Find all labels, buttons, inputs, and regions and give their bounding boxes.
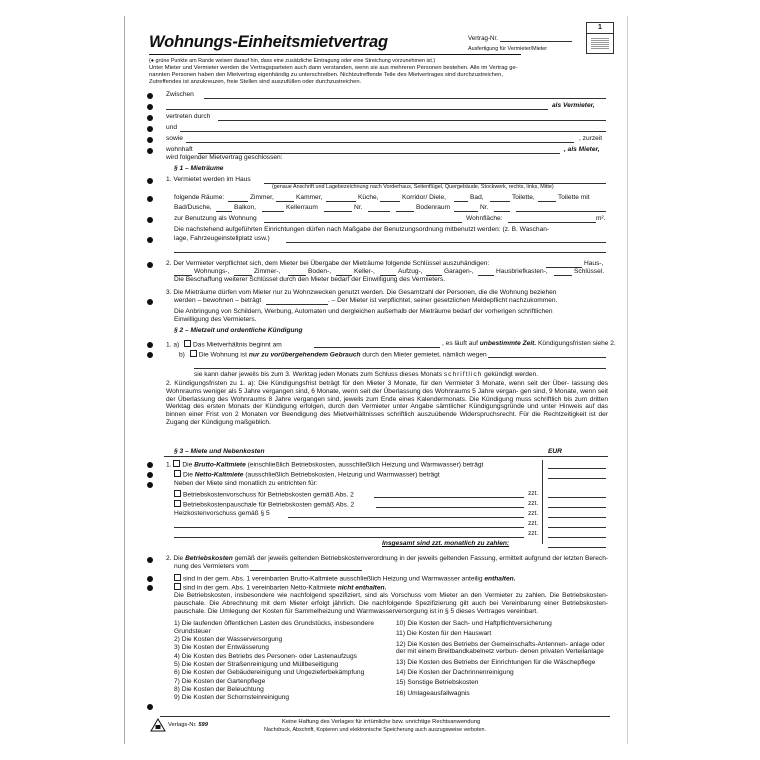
vermieter-field[interactable] bbox=[166, 109, 548, 110]
toilette-mit-count[interactable] bbox=[538, 201, 556, 202]
wohnungs-key-label: Wohnungs-, bbox=[194, 268, 230, 275]
brutto-checkbox[interactable] bbox=[173, 460, 180, 467]
korridor-count[interactable] bbox=[380, 201, 400, 202]
betriebskosten-label: Betriebskosten bbox=[185, 555, 233, 562]
zimmer-label: Zimmer, bbox=[250, 194, 274, 201]
marker-dot bbox=[147, 462, 153, 468]
netto-nicht-row bbox=[174, 583, 386, 592]
kellerraum-count[interactable] bbox=[262, 211, 284, 212]
mieter1-field[interactable] bbox=[180, 131, 606, 132]
bewohnen-label: werden – bewohnen – beträgt bbox=[174, 297, 262, 304]
bk-row bbox=[166, 555, 608, 563]
bodenraum-nr-field[interactable] bbox=[494, 211, 510, 212]
kammer-count[interactable] bbox=[276, 201, 294, 202]
s1-item3: 3. Die Mieträume dürfen vom Mieter nur zu Wohnzwecken genutzt werden. Die Gesamtzahl der Personen, die die Wohnung beziehen bbox=[166, 289, 557, 296]
s3-divider bbox=[164, 456, 608, 457]
s2-b-text1: Die Wohnung ist bbox=[198, 351, 247, 359]
marker-dot bbox=[147, 342, 153, 348]
zimmer-count[interactable] bbox=[228, 201, 248, 202]
bk-list-item: 14) Die Kosten der Dachrinnenreinigung bbox=[396, 668, 514, 676]
s2-b-text2: durch den Mieter gemietet, nämlich wegen bbox=[362, 351, 487, 359]
bk-list-item: 13) Die Kosten des Betriebs der Einrichtungen für die Wäschepflege bbox=[396, 658, 596, 666]
s2-a-rest bbox=[442, 340, 616, 348]
wohnflaeche-field[interactable] bbox=[508, 222, 596, 223]
s2-a-suffix: , es läuft auf bbox=[442, 340, 478, 347]
brutto-label: Die bbox=[182, 461, 193, 469]
enthalten-text: enthalten. bbox=[484, 575, 516, 583]
extra-room-field[interactable] bbox=[516, 211, 606, 212]
vorubergehend-checkbox[interactable] bbox=[190, 350, 197, 357]
wohnhaft-label: wohnhaft bbox=[166, 146, 193, 153]
pauschale-label: Betriebskostenpauschale für Betriebskosten gemäß Abs. 2 bbox=[183, 501, 355, 509]
marker-dot bbox=[147, 262, 153, 268]
brutto-amount[interactable] bbox=[548, 468, 606, 469]
vertrag-nr-label: Vertrag-Nr. bbox=[468, 35, 498, 42]
grund-field[interactable] bbox=[488, 357, 606, 358]
marker-dot bbox=[147, 557, 153, 563]
unbestimmte-zeit: unbestimmte Zeit. bbox=[479, 340, 537, 347]
brutto-row bbox=[166, 460, 483, 469]
s2-b-prefix: b) bbox=[179, 351, 185, 359]
betriebskosten-paragraph: Die Betriebskosten, insbesondere wie nachfolgend spezifiziert, sind als Vorschuss vom Mieter an den Vermieter zu zahlen. Die Betriebskosten- pauschale. Die Abrechnung mit dem Mieter erfolgt jährlich. Die nachfolgende Spezifizierung gilt auch bei Vereinbarung einer Betriebskosten- pauschale. Die Umlegung der Kosten für Sammelheizung und Warmwasserversorgung ist in § 5 dieses Vertrages vereinbart. bbox=[174, 592, 608, 615]
boden-key-label: Boden-, bbox=[308, 268, 332, 275]
bk-list-item: 4) Die Kosten des Betriebs des Personen- oder Lastenaufzugs bbox=[174, 652, 357, 660]
marker-dot bbox=[147, 482, 153, 488]
bk-list-item: 10) Die Kosten der Sach- und Haftpflichtversicherung bbox=[396, 620, 552, 627]
footer-rule bbox=[160, 716, 610, 717]
zzt-2: zzt. bbox=[528, 500, 539, 507]
page-number: 1 bbox=[587, 23, 613, 34]
netto-kaltmiete: Netto-Kaltmiete bbox=[194, 471, 244, 479]
bodenraum-field[interactable] bbox=[454, 211, 478, 212]
gekuendigt-text: gekündigt werden. bbox=[484, 371, 539, 378]
s1-item2: 2. Der Vermieter verpflichtet sich, dem Mieter bei Übergabe der Mieträume folgende Schlüssel auszuhändigen: bbox=[166, 260, 490, 267]
brutto-text: (einschließlich Betriebskosten, ausschließlich Heizung und Warmwasser) beträgt bbox=[247, 461, 484, 469]
bk-list-item: 3) Die Kosten der Entwässerung bbox=[174, 644, 269, 652]
marker-dot bbox=[147, 115, 153, 121]
verlag-number: 599 bbox=[198, 722, 208, 728]
vermieters-label: nung des Vermieters vom bbox=[174, 563, 249, 570]
heizkosten-leader bbox=[288, 517, 524, 518]
vorschuss-leader bbox=[374, 497, 524, 498]
hausbrief-key-count[interactable] bbox=[478, 275, 494, 276]
schilder-line-1: Die Anbringung von Schildern, Werbung, Automaten und dergleichen außerhalb der Mieträume bedarf der vorherigen schriftlichen bbox=[174, 308, 553, 315]
marker-dot bbox=[147, 217, 153, 223]
meldepflicht-text: . – Der Mieter ist verpflichtet, seiner gesetzlichen Meldepflicht nachzukommen. bbox=[328, 297, 558, 304]
zzt-3: zzt. bbox=[528, 510, 539, 517]
m2-label: m². bbox=[596, 215, 606, 222]
als-vermieter-label: als Vermieter, bbox=[552, 102, 595, 109]
netto-amount[interactable] bbox=[548, 478, 606, 479]
und-label: und bbox=[166, 124, 178, 131]
berechnung-date-field[interactable] bbox=[250, 570, 362, 571]
bad-label: Bad, bbox=[470, 194, 484, 201]
raeume-label: folgende Räume: bbox=[174, 194, 225, 201]
vorschuss-row bbox=[174, 490, 354, 499]
bodenraum-count[interactable] bbox=[396, 211, 414, 212]
sowie-label: sowie bbox=[166, 135, 183, 142]
schluessel-label: Schlüssel. bbox=[574, 268, 605, 275]
bk-prefix: 2. Die bbox=[166, 555, 184, 562]
heizkosten-amount[interactable] bbox=[548, 517, 606, 518]
intro-line-3: Zutreffendes ist anzukreuzen, freie Stellen sind auszufüllen oder durchzustreichen. bbox=[149, 79, 362, 85]
nachdruck-text: Nachdruck, Abschrift, Kopieren und elektronische Speicherung auch auszugsweise verboten. bbox=[264, 727, 487, 733]
marker-dot bbox=[147, 576, 153, 582]
insgesamt-label: Insgesamt sind zzt. monatlich zu zahlen: bbox=[382, 540, 510, 547]
s1-heading: § 1 – Mieträume bbox=[174, 165, 224, 172]
s2-a-end: Kündigungsfristen siehe 2. bbox=[538, 340, 616, 347]
brutto-enthalten-row bbox=[174, 574, 516, 583]
als-mieter-label: , als Mieter, bbox=[564, 146, 600, 153]
vorubergehend-text: nur zu vorübergehendem Gebrauch bbox=[248, 351, 361, 359]
kellerraum-field[interactable] bbox=[324, 211, 352, 212]
toilette-count[interactable] bbox=[490, 201, 510, 202]
s2-a-prefix: 1. a) bbox=[166, 341, 180, 349]
addr-note: (genaue Anschrift und Lagebezeichnung nach Vorderhaus, Seitenflügel, Quergebäude, Stockwerk, rechts, links, Mitte) bbox=[272, 184, 554, 190]
marker-dot bbox=[147, 178, 153, 184]
kellerraum-nr-label: Nr. bbox=[354, 204, 363, 211]
kueche-count[interactable] bbox=[326, 201, 356, 202]
brutto-enthalten-text: sind in der gem. Abs. 1 vereinbarten Brutto-Kaltmiete ausschließlich Heizung und Warmwasser anteilig bbox=[183, 575, 483, 583]
other-key-count[interactable] bbox=[554, 275, 572, 276]
nicht-enthalten-text: nicht enthalten. bbox=[337, 584, 387, 592]
mietbeginn-field[interactable] bbox=[314, 347, 440, 348]
bk-list-item: 1) Die laufenden öffentlichen Lasten des Grundstücks, insbesondere Grundsteuer bbox=[174, 620, 375, 635]
bk-text: gemäß der jeweils geltenden Betriebskostenverordnung in der jeweils geltenden Fassung, ermittelt aufgrund der letzten Berech- bbox=[234, 555, 609, 562]
kuendigung-row bbox=[194, 371, 538, 379]
beschaffung-text: Die Beschaffung weiterer Schlüssel durch den Mieter bedarf der Einwilligung des Vermieters. bbox=[174, 276, 446, 283]
aufzug-key-label: Aufzug-, bbox=[398, 268, 423, 275]
bk-list-item: 16) Umlageausfallwagnis bbox=[396, 689, 470, 697]
s2-b-row bbox=[179, 350, 487, 359]
bad-count[interactable] bbox=[454, 201, 468, 202]
kueche-label: Küche, bbox=[358, 194, 379, 201]
s2-a-text: Das Mietverhältnis beginnt am bbox=[193, 341, 282, 349]
intro-note: (● grüne Punkte am Rande weisen darauf hin, dass eine zusätzliche Eintragung oder eine Streichung vorzunehmen ist.) bbox=[149, 58, 436, 64]
verlag-row bbox=[168, 722, 208, 729]
pauschale-leader bbox=[376, 507, 524, 508]
netto-label: Die bbox=[183, 471, 193, 479]
wohnflaeche-label: Wohnfläche: bbox=[466, 215, 503, 222]
zurzeit-label: , zurzeit bbox=[579, 135, 603, 142]
bodenraum-label: Bodenraum bbox=[416, 204, 451, 211]
barcode-icon bbox=[591, 37, 609, 49]
zzt-5: zzt. bbox=[528, 530, 539, 537]
benutzung-label: zur Benutzung als Wohnung bbox=[174, 215, 257, 222]
extra-amount-2[interactable] bbox=[548, 537, 606, 538]
bad-dusche-label: Bad/Dusche, bbox=[174, 204, 212, 211]
zzt-4: zzt. bbox=[528, 520, 539, 527]
marker-dot bbox=[147, 93, 153, 99]
marker-dot bbox=[147, 472, 153, 478]
unbestimmt-checkbox[interactable] bbox=[184, 340, 191, 347]
heizkosten-label: Heizkostenvorschuss gemäß § 5 bbox=[174, 510, 270, 517]
marker-dot bbox=[147, 148, 153, 154]
intro-line-1: Unter Mieter und Vermieter werden die Vertragsparteien auch dann verstanden, wenn sie aus mehreren Personen bestehen. Alle im Vertrag ge- bbox=[149, 65, 518, 71]
bk-enthalten-checkbox[interactable] bbox=[174, 574, 181, 581]
brutto-prefix: 1. bbox=[166, 461, 172, 469]
title-rule bbox=[149, 54, 521, 55]
keller-key-label: Keller-, bbox=[354, 268, 375, 275]
bk-list-right bbox=[396, 620, 606, 697]
zzt-1: zzt. bbox=[528, 490, 539, 497]
marker-dot bbox=[147, 137, 153, 143]
bk-list-left bbox=[174, 620, 394, 702]
bk-list-item: 11) Die Kosten für den Hauswart bbox=[396, 630, 492, 638]
haus-key-label: Haus-, bbox=[584, 260, 604, 267]
bk-list-item: 2) Die Kosten der Wasserversorgung bbox=[174, 636, 283, 644]
marker-dot bbox=[147, 237, 153, 243]
brutto-kaltmiete: Brutto-Kaltmiete bbox=[194, 461, 246, 469]
kellerraum-label: Kellerraum bbox=[286, 204, 318, 211]
s2-heading: § 2 – Mietzeit und ordentliche Kündigung bbox=[174, 327, 303, 334]
haftung-text: Keine Haftung des Verlages für irrtümliche bzw. unrichtige Rechtsanwendung bbox=[282, 719, 481, 725]
marker-dot bbox=[147, 104, 153, 110]
pauschale-row bbox=[174, 500, 354, 509]
marker-dot bbox=[147, 299, 153, 305]
grund-field-2[interactable] bbox=[194, 368, 606, 369]
vertrag-nr-field[interactable] bbox=[500, 41, 572, 42]
geschlossen-text: wird folgender Mietvertrag geschlossen: bbox=[166, 154, 283, 161]
schilder-line-2: Einwilligung des Vermieters. bbox=[174, 316, 257, 323]
vertreten-label: vertreten durch bbox=[166, 113, 211, 120]
bk-list-item: 8) Die Kosten der Beleuchtung bbox=[174, 685, 264, 693]
extra-amount-1[interactable] bbox=[548, 527, 606, 528]
schriftlich-text: schriftlich bbox=[443, 371, 483, 378]
netto-checkbox[interactable] bbox=[174, 470, 181, 477]
pauschale-amount[interactable] bbox=[548, 507, 606, 508]
einrichtungen-line-1: Die nachstehend aufgeführten Einrichtungen dürfen nach Maßgabe der Benutzungsordnung mitbenutzt werden: (z. B. Waschan- bbox=[174, 226, 550, 233]
mieter2-field[interactable] bbox=[186, 142, 574, 143]
page-number-box bbox=[586, 22, 614, 54]
toilette-label: Toilette, bbox=[512, 194, 535, 201]
s3-heading: § 3 – Miete und Nebenkosten bbox=[174, 448, 265, 455]
vertreten-field[interactable] bbox=[218, 120, 606, 121]
kellerraum-nr-field[interactable] bbox=[368, 211, 390, 212]
eur-label: EUR bbox=[548, 448, 562, 455]
publisher-logo-icon bbox=[150, 718, 166, 732]
benutzung-field[interactable] bbox=[264, 222, 462, 223]
zimmer-key-label: Zimmer-, bbox=[254, 268, 281, 275]
einrichtungen-line-2: lage, Fahrzeugeinstellplatz usw.) bbox=[174, 235, 270, 242]
ausfertigung-label: Ausfertigung für Vermieter/Mieter bbox=[468, 46, 548, 52]
page-title: Wohnungs-Einheitsmietvertrag bbox=[149, 33, 388, 51]
verlag-label: Verlags-Nr. bbox=[168, 722, 197, 728]
pauschale-checkbox[interactable] bbox=[174, 500, 181, 507]
extra-cost-2[interactable] bbox=[174, 537, 524, 538]
balkon-count[interactable] bbox=[216, 211, 232, 212]
s1-item1: 1. Vermietet werden im Haus bbox=[166, 176, 251, 183]
einrichtungen-field-2[interactable] bbox=[174, 252, 606, 253]
balkon-label: Balkon, bbox=[234, 204, 256, 211]
bk-nicht-enthalten-checkbox[interactable] bbox=[174, 583, 181, 590]
toilette-mit-label: Toilette mit bbox=[558, 194, 590, 201]
netto-nicht-text: sind in der gem. Abs. 1 vereinbarten Netto-Kaltmiete bbox=[183, 584, 336, 592]
marker-dot bbox=[147, 196, 153, 202]
neben-text: Neben der Miete sind monatlich zu entrichten für: bbox=[174, 480, 318, 487]
garagen-key-label: Garagen-, bbox=[444, 268, 474, 275]
personen-field[interactable] bbox=[266, 304, 328, 305]
kuendigen-text: sie kann daher jeweils bis zum 3. Werktag jeden Monats zum Schluss dieses Monats bbox=[194, 371, 442, 378]
bk-list-item: 15) Sonstige Betriebskosten bbox=[396, 679, 479, 687]
marker-dot bbox=[147, 704, 153, 710]
form-sheet bbox=[124, 16, 628, 744]
marker-dot bbox=[147, 352, 153, 358]
kammer-label: Kammer, bbox=[296, 194, 323, 201]
eur-column bbox=[542, 460, 543, 544]
vorschuss-label: Betriebskostenvorschuss für Betriebskosten gemäß Abs. 2 bbox=[183, 491, 354, 499]
bk-list-item: 9) Die Kosten der Schornsteinreinigung bbox=[174, 694, 290, 702]
bk-list-item: 6) Die Kosten der Gebäudereinigung und Ungezieferbekämpfung bbox=[174, 669, 365, 677]
intro-line-2: nannten Personen haben den Mietvertrag eigenhändig zu unterschreiben. Nichtzutreffende Teile des Mietvertrages sind durchzustreichen, bbox=[149, 72, 503, 78]
zwischen-label: Zwischen bbox=[166, 91, 194, 98]
vorschuss-amount[interactable] bbox=[548, 497, 606, 498]
bodenraum-nr-label: Nr. bbox=[480, 204, 489, 211]
netto-row bbox=[174, 470, 440, 479]
bk-list-item: 7) Die Kosten der Gartenpflege bbox=[174, 677, 266, 685]
vorschuss-checkbox[interactable] bbox=[174, 490, 181, 497]
marker-dot bbox=[147, 585, 153, 591]
bk-list-item: 12) Die Kosten des Betriebs der Gemeinschafts-Antennen- anlage oder der mit einem Breitbandkabelnetz verbun- denen privaten Verteilanlage bbox=[396, 640, 605, 656]
marker-dot bbox=[147, 126, 153, 132]
extra-cost-1[interactable] bbox=[174, 527, 524, 528]
korridor-label: Korridor/ Diele, bbox=[402, 194, 446, 201]
bk-list-item: 5) Die Kosten der Straßenreinigung und Müllbeseitigung bbox=[174, 660, 339, 668]
kuendigungsfristen-text: 2. Kündigungsfristen zu 1. a): Die Kündigungsfrist beträgt für den Mieter 3 Monate, für den Vermieter 3 Monate, wenn seit der Über- lassung des Wohnraums weniger als 5 Jahre vergangen sind, 6 Monate, wenn seit der Überlassung des Wohnraums 5 Jahre vergan- gen sind, 9 Monate, wenn seit der Überlassung des Wohnraums 8 Jahre vergangen sind, jeweils zum Ende eines Kalendermonats. Die Kündigung muss schriftlich bis zum dritten Werktag des ersten Monats der Kündigung erfolgen, durch den Vermieter unter Angabe sämtlicher Kündigungsgründe und unter Hinweis auf das binnen einer Frist von 2 Monaten vor Beendigung des Mietverhältnisses schriftlich auszuübende Widerspruchsrecht. Für die Rechtzeitigkeit ist der Zugang der Kündigung maßgeblich. bbox=[166, 380, 608, 426]
einrichtungen-field[interactable] bbox=[286, 242, 606, 243]
s2-a-row bbox=[166, 340, 282, 349]
netto-text: (ausschließlich Betriebskosten, Heizung und Warmwasser) beträgt bbox=[245, 471, 440, 479]
hausbrief-key-label: Hausbriefkasten-, bbox=[496, 268, 548, 275]
insgesamt-amount[interactable] bbox=[548, 547, 606, 548]
zwischen-field[interactable] bbox=[204, 98, 606, 99]
